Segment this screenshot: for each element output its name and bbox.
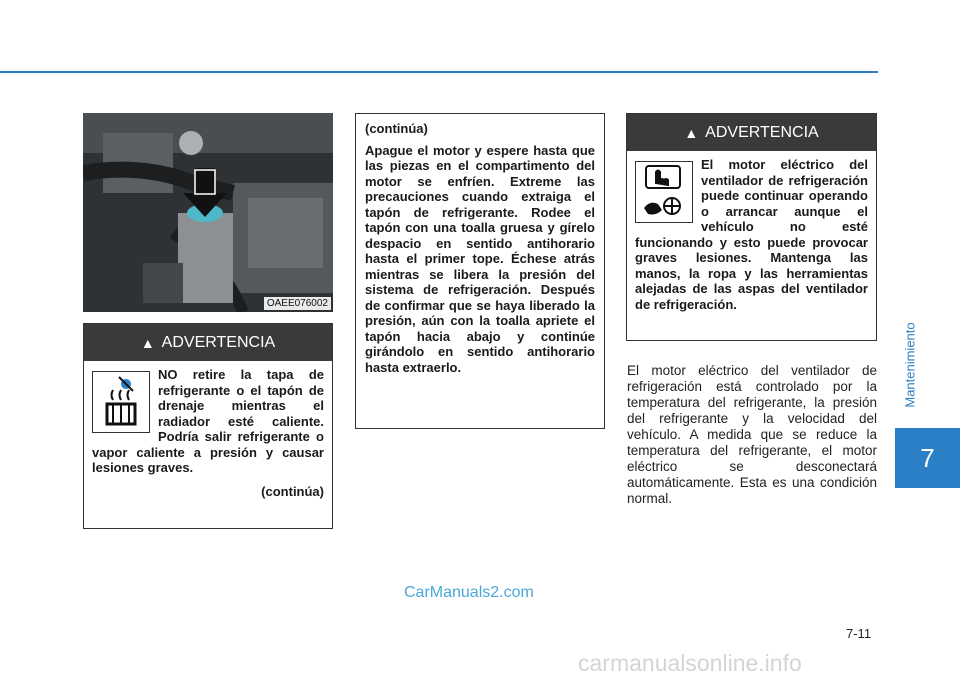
- watermark-link[interactable]: CarManuals2.com: [404, 584, 534, 601]
- chapter-tab: 7: [895, 428, 960, 488]
- warning-header: ▲ ADVERTENCIA: [84, 324, 332, 361]
- continued-warning-box: [355, 113, 605, 429]
- section-side-label: Mantenimiento: [902, 322, 918, 408]
- engine-illustration: [83, 113, 333, 312]
- warning-header: ▲ ADVERTENCIA: [627, 114, 876, 151]
- watermark-footer: carmanualsonline.info: [578, 650, 802, 676]
- fan-hand-hazard-icon: [635, 161, 693, 223]
- hot-coolant-icon: [92, 371, 150, 433]
- page-number: 7-11: [846, 626, 872, 641]
- engine-photo: [83, 113, 333, 312]
- warning-box-fan: ▲ ADVERTENCIA El motor eléctrico del ventilador de refrigeración puede continuar operando o arrancar aunque el vehículo no esté funcionando y esto puede provocar graves lesiones. Mantenga las manos, la ropa y las herramientas alejadas de las aspas del ventilador de refrigeración.: [626, 113, 877, 341]
- header-rule: [0, 71, 878, 73]
- warning-triangle-icon: ▲: [140, 334, 155, 351]
- body-paragraph: El motor eléctrico del ventilador de refrigeración está controlado por la temperatura del refrigerante, la presión del refrigerante y la velocidad del vehículo. A medida que se reduce la temperatura del refrigerante, el motor eléctrico se desconectará automáticamente. Esta es una condición normal.: [627, 363, 877, 506]
- warning-triangle-icon: ▲: [684, 124, 699, 141]
- continued-heading: (continúa): [365, 121, 428, 136]
- photo-code: OAEE076002: [264, 297, 331, 310]
- continued-text: Apague el motor y espere hasta que las piezas en el compartimento del motor se enfríen. Extreme las precauciones cuando extraiga el tapón de refrigerante. Rodee el tapón con una toalla gruesa y gírelo despacio en sentido antihorario hasta el primer tope. Échese atrás mientras se libera la presión del sistema de refrigeración. Después de confirmar que se haya liberado la presión, aún con la toalla apriete el tapón hacia abajo y continúe girándolo en sentido antihorario hasta extraerlo.: [365, 142, 595, 375]
- warning-box-radiator: ▲ ADVERTENCIA NO retire la tapa de refrigerante o el tapón de drenaje mientras el radiador esté caliente. Podría salir refrigerante o vapor caliente a presión y causar lesiones graves. (continúa): [83, 323, 333, 529]
